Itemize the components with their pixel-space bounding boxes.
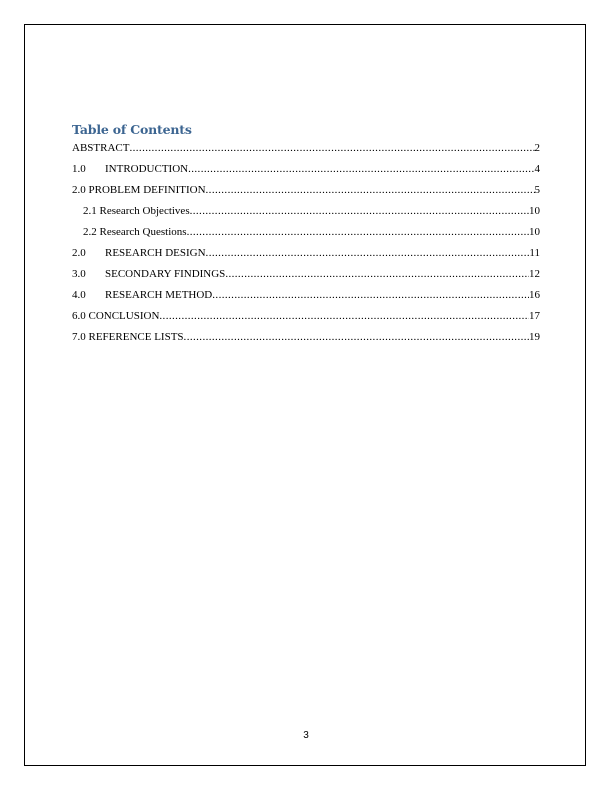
toc-entry-text: RESEARCH DESIGN — [105, 247, 206, 259]
toc-entry-text: RESEARCH METHOD — [105, 289, 213, 301]
toc-entry-text: 7.0 REFERENCE LISTS — [72, 331, 184, 343]
toc-entry-page: 4 — [534, 163, 540, 175]
toc-entry-text: 2.2 Research Questions — [83, 226, 187, 238]
toc-entry-page: 10 — [529, 205, 540, 217]
toc-entry-text: 2.1 Research Objectives — [83, 205, 190, 217]
toc-entry-page: 16 — [529, 289, 540, 301]
toc-entry-introduction[interactable] — [72, 162, 540, 183]
table-of-contents — [72, 141, 540, 351]
toc-leader-dots — [225, 267, 529, 281]
toc-leader-dots — [206, 246, 530, 260]
toc-entry-research-questions[interactable] — [72, 225, 540, 246]
toc-entry-text: 6.0 CONCLUSION — [72, 310, 160, 322]
toc-entry-page: 5 — [534, 184, 540, 196]
toc-entry-research-objectives[interactable] — [72, 204, 540, 225]
toc-leader-dots — [190, 204, 529, 218]
toc-entry-page: 2 — [534, 142, 540, 154]
toc-entry-number: 1.0 — [72, 163, 86, 175]
toc-entry-secondary-findings[interactable] — [72, 267, 540, 288]
toc-entry-number: 3.0 — [72, 268, 86, 280]
toc-leader-dots — [159, 309, 529, 323]
toc-entry-problem-definition[interactable] — [72, 183, 540, 204]
toc-entry-page: 17 — [529, 310, 540, 322]
toc-title: Table of Contents — [72, 122, 192, 137]
toc-entry-text: INTRODUCTION — [105, 163, 189, 175]
toc-entry-number: 4.0 — [72, 289, 86, 301]
toc-entry-research-method[interactable] — [72, 288, 540, 309]
toc-leader-dots — [212, 288, 529, 302]
toc-entry-research-design[interactable] — [72, 246, 540, 267]
toc-entry-page: 19 — [529, 331, 540, 343]
toc-leader-dots — [184, 330, 529, 344]
toc-entry-text: 2.0 PROBLEM DEFINITION — [72, 184, 206, 196]
toc-entry-page: 11 — [529, 247, 540, 259]
page-number: 3 — [303, 730, 309, 741]
toc-entry-reference-lists[interactable] — [72, 330, 540, 351]
toc-entry-page: 10 — [529, 226, 540, 238]
toc-leader-dots — [129, 141, 534, 155]
toc-entry-text: SECONDARY FINDINGS — [105, 268, 226, 280]
toc-entry-page: 12 — [529, 268, 540, 280]
toc-leader-dots — [206, 183, 535, 197]
toc-entry-conclusion[interactable] — [72, 309, 540, 330]
toc-entry-abstract[interactable] — [72, 141, 540, 162]
toc-leader-dots — [187, 225, 529, 239]
toc-entry-number: 2.0 — [72, 247, 86, 259]
toc-entry-text: ABSTRACT — [72, 142, 130, 154]
toc-leader-dots — [188, 162, 534, 176]
